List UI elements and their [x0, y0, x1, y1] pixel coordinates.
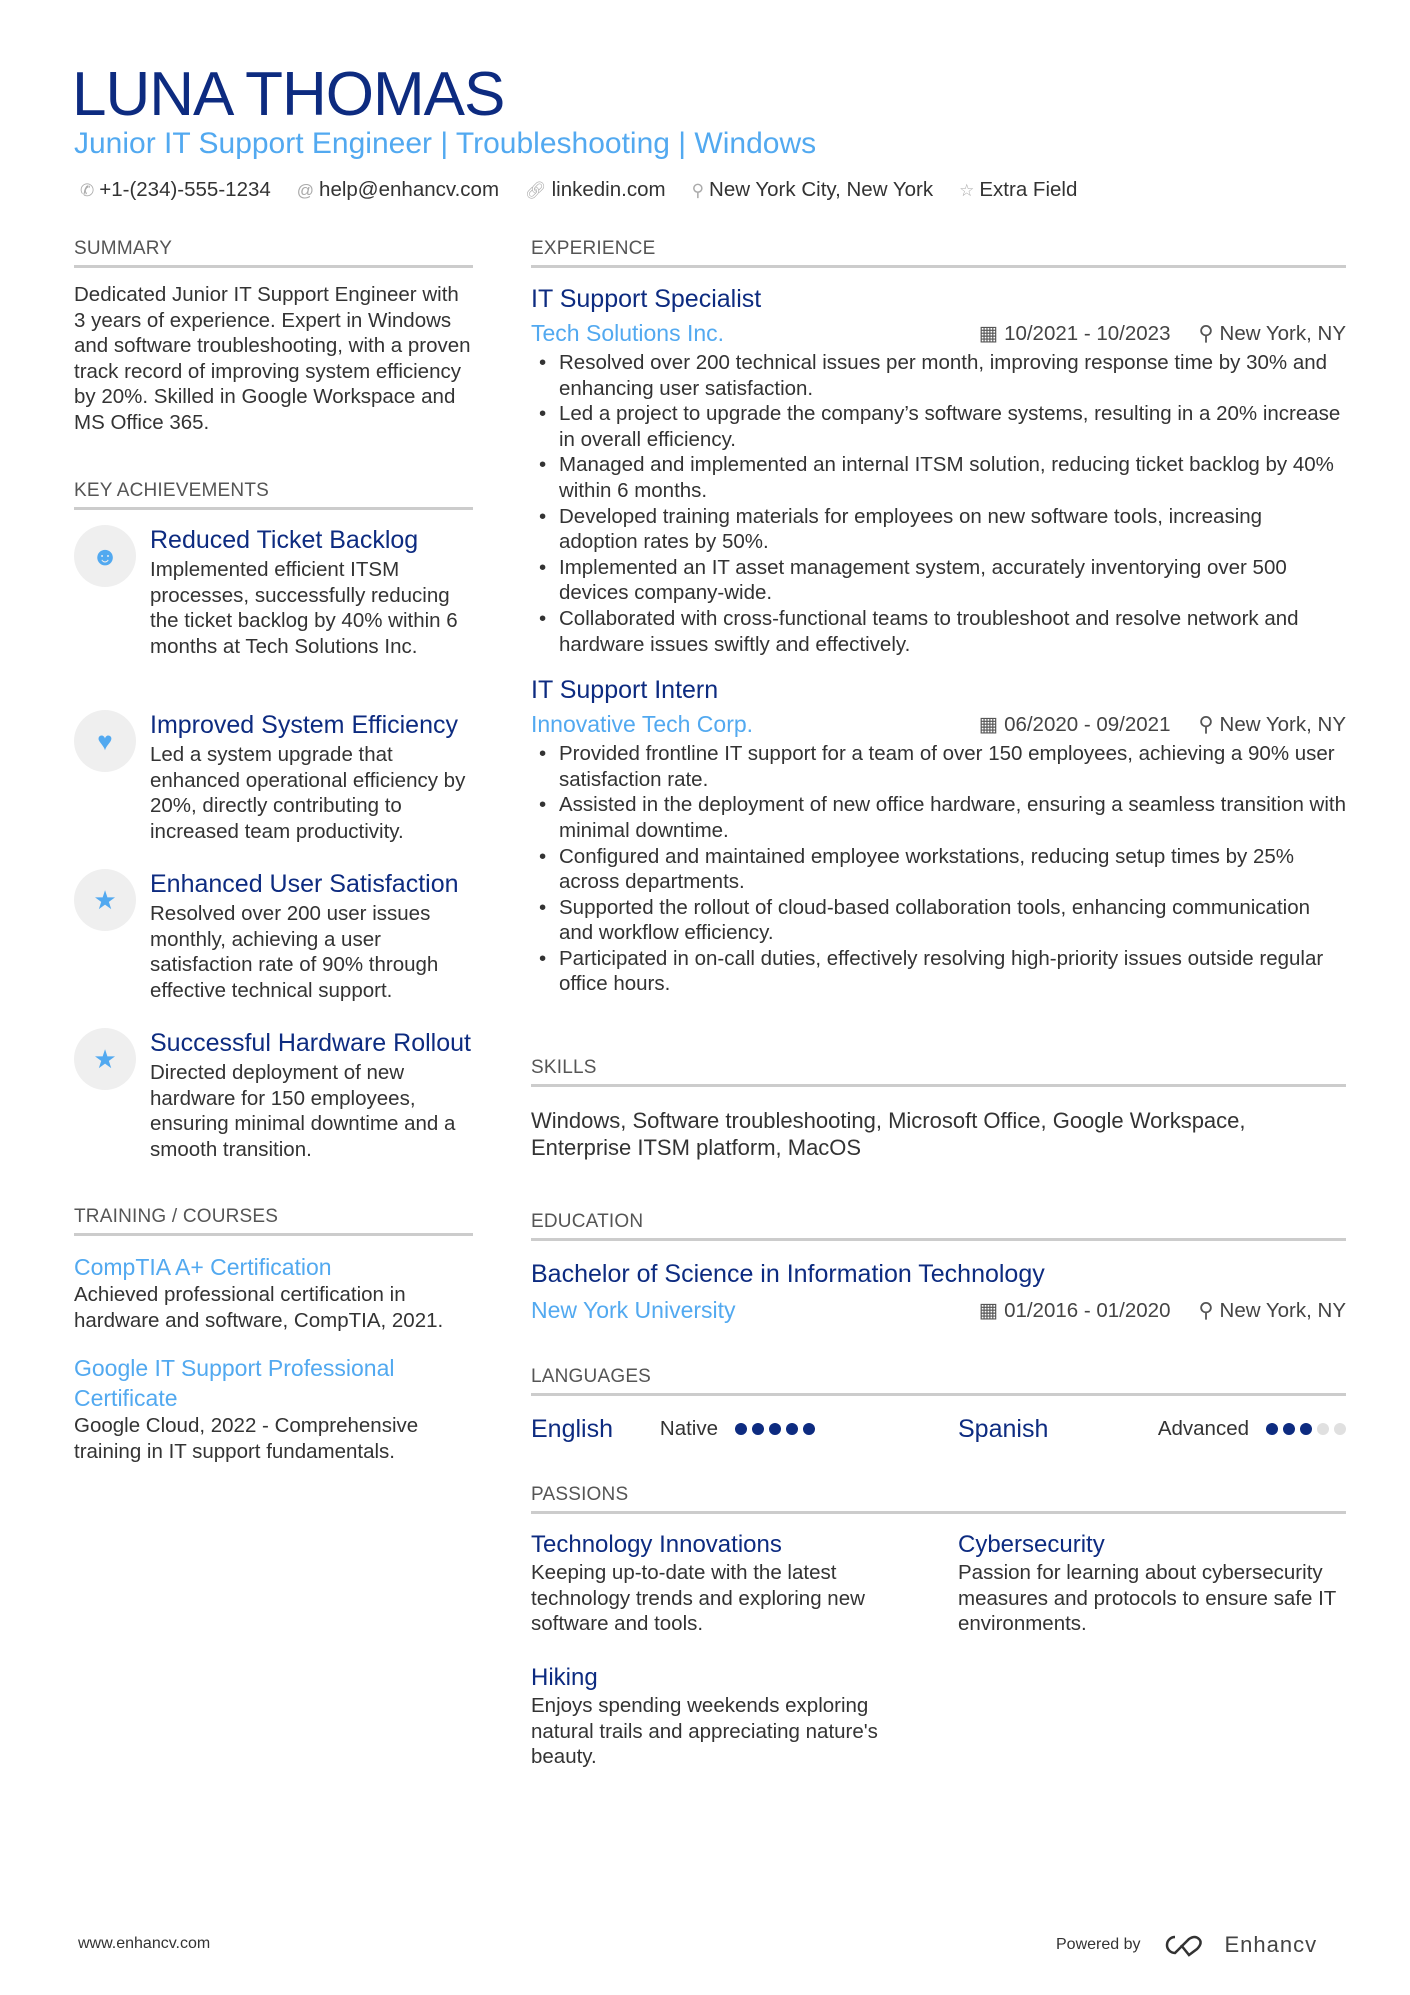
star-icon: ★	[74, 869, 136, 931]
job-bullet: • Provided frontline IT support for a team of over 150 employees, achieving a 90% user satisfaction rate.	[531, 741, 1346, 792]
passion-text: Passion for learning about cybersecurity measures and protocols to ensure safe IT environments.	[958, 1561, 1336, 1636]
calendar-icon: ▦	[978, 322, 999, 345]
section-heading: KEY ACHIEVEMENTS	[74, 480, 473, 510]
section-heading: EXPERIENCE	[531, 238, 1346, 268]
job-bullet: • Supported the rollout of cloud-based collaboration tools, enhancing communication and workflow efficiency.	[531, 895, 1346, 946]
job-bullet: • Managed and implemented an internal ITSM solution, reducing ticket backlog by 40% within 6 months.	[531, 452, 1346, 503]
proficiency-dot	[1266, 1423, 1278, 1435]
languages-section	[531, 1366, 1346, 1446]
company-name: Innovative Tech Corp.	[531, 711, 754, 738]
proficiency-dot	[769, 1423, 781, 1435]
job-bullet: • Assisted in the deployment of new office hardware, ensuring a seamless transition with minimal downtime.	[531, 792, 1346, 843]
achievement-text: Implemented efficient ITSM processes, successfully reducing the ticket backlog by 40% within 6 months at Tech Solutions Inc.	[150, 558, 458, 658]
candidate-title: Junior IT Support Engineer | Troubleshooting | Windows	[74, 127, 817, 160]
course-title: Google IT Support Professional Certificate	[74, 1355, 395, 1412]
proficiency-dot	[1283, 1423, 1295, 1435]
passion-title: Hiking	[531, 1664, 598, 1691]
job-title: IT Support Intern	[531, 676, 719, 705]
proficiency-dot	[1334, 1423, 1346, 1435]
section-heading: SKILLS	[531, 1057, 1346, 1087]
achievement-title: Improved System Efficiency	[150, 711, 458, 739]
course-title: CompTIA A+ Certification	[74, 1254, 332, 1280]
achievement-title: Successful Hardware Rollout	[150, 1029, 471, 1057]
proficiency-dots	[1261, 1416, 1346, 1442]
proficiency-dot	[1317, 1423, 1329, 1435]
education-location: New York, NY	[1219, 1299, 1346, 1322]
degree-title: Bachelor of Science in Information Technology	[531, 1260, 1045, 1288]
enhancv-logo-icon	[1159, 1933, 1207, 1957]
section-heading: EDUCATION	[531, 1211, 1346, 1241]
course-text: Achieved professional certification in hardware and software, CompTIA, 2021.	[74, 1283, 444, 1332]
achievement-title: Reduced Ticket Backlog	[150, 526, 419, 554]
section-heading: SUMMARY	[74, 238, 473, 268]
link-icon: 🔗︎	[525, 181, 547, 200]
section-heading: PASSIONS	[531, 1484, 1346, 1514]
proficiency-dot	[786, 1423, 798, 1435]
calendar-icon: ▦	[978, 1299, 999, 1322]
contact-email[interactable]	[297, 178, 499, 202]
section-heading: LANGUAGES	[531, 1366, 1346, 1396]
enhancv-brand: Enhancv	[1224, 1932, 1318, 1957]
passion-text: Enjoys spending weekends exploring natural trails and appreciating nature's beauty.	[531, 1694, 878, 1769]
star-icon: ☆	[959, 181, 975, 200]
brain-head-icon: ☻	[74, 525, 136, 587]
footer-website[interactable]: www.enhancv.com	[78, 1935, 211, 1952]
experience-section	[531, 238, 1346, 997]
powered-by-label: Powered by	[1056, 1936, 1141, 1953]
job-location: New York, NY	[1219, 322, 1346, 345]
summary-section	[74, 238, 473, 436]
contact-extra-text: Extra Field	[979, 178, 1078, 201]
job-entry	[531, 284, 1346, 657]
passion-title: Cybersecurity	[958, 1531, 1105, 1558]
candidate-name: LUNA THOMAS	[72, 60, 505, 129]
achievements-section	[74, 480, 473, 1180]
passion-item	[531, 1663, 931, 1770]
language-level-row	[660, 1416, 815, 1442]
passion-item	[958, 1530, 1348, 1637]
calendar-icon: ▦	[978, 713, 999, 737]
contact-link-text: linkedin.com	[551, 178, 666, 201]
language-level: Native	[659, 1417, 718, 1440]
training-section	[74, 1206, 473, 1464]
skills-section	[531, 1057, 1346, 1161]
star-icon: ★	[74, 1028, 136, 1090]
job-dates: 06/2020 - 09/2021	[1004, 713, 1171, 737]
job-bullet: • Configured and maintained employee workstations, reducing setup times by 25% across departments.	[531, 844, 1346, 895]
course-text: Google Cloud, 2022 - Comprehensive training in IT support fundamentals.	[74, 1414, 419, 1463]
location-icon: ⚲	[1198, 322, 1214, 345]
job-bullet: • Participated in on-call duties, effectively resolving high-priority issues outside regular office hours.	[531, 946, 1346, 997]
achievement-title: Enhanced User Satisfaction	[150, 870, 459, 898]
job-entry	[531, 675, 1346, 997]
language-level: Advanced	[1157, 1417, 1249, 1440]
achievement-text: Resolved over 200 user issues monthly, achieving a user satisfaction rate of 90% through effective technical support.	[150, 902, 439, 1002]
education-dates: 01/2016 - 01/2020	[1004, 1299, 1171, 1322]
job-title: IT Support Specialist	[531, 285, 762, 313]
achievement-text: Directed deployment of new hardware for 150 employees, ensuring minimal downtime and a smooth transition.	[150, 1061, 456, 1161]
at-icon: @	[296, 181, 315, 200]
language-name: Spanish	[958, 1415, 1049, 1443]
footer-branding	[1056, 1932, 1317, 1958]
contact-phone-text: +1-(234)-555-1234	[99, 178, 271, 201]
contact-email-text: help@enhancv.com	[319, 178, 500, 201]
job-bullet: • Led a project to upgrade the company’s software systems, resulting in a 20% increase in overall efficiency.	[531, 401, 1346, 452]
contact-location	[692, 178, 934, 202]
location-icon: ⚲	[1198, 1299, 1214, 1322]
education-section	[531, 1211, 1346, 1325]
section-heading: TRAINING / COURSES	[74, 1206, 473, 1236]
proficiency-dots	[730, 1416, 815, 1442]
contact-phone[interactable]	[80, 178, 271, 202]
proficiency-dot	[735, 1423, 747, 1435]
contact-bar	[80, 178, 1077, 202]
passions-section	[531, 1484, 1346, 1784]
contact-location-text: New York City, New York	[709, 178, 934, 201]
job-bullet: • Resolved over 200 technical issues per month, improving response time by 30% and enhancing user satisfaction.	[531, 350, 1346, 401]
achievement-text: Led a system upgrade that enhanced operational efficiency by 20%, directly contributing to increased team productivity.	[150, 743, 466, 843]
company-name: Tech Solutions Inc.	[531, 320, 725, 346]
job-bullet: • Collaborated with cross-functional teams to troubleshoot and resolve network and hardware issues swiftly and effectively.	[531, 606, 1346, 657]
language-name: English	[531, 1415, 613, 1443]
contact-link[interactable]	[525, 178, 666, 202]
passion-text: Keeping up-to-date with the latest technology trends and exploring new software and tools.	[531, 1561, 865, 1636]
phone-icon: ✆	[80, 181, 95, 200]
proficiency-dot	[1300, 1423, 1312, 1435]
location-icon: ⚲	[691, 181, 705, 200]
contact-extra	[959, 178, 1077, 202]
job-location: New York, NY	[1219, 713, 1346, 737]
job-dates: 10/2021 - 10/2023	[1004, 322, 1171, 345]
summary-text: Dedicated Junior IT Support Engineer with 3 years of experience. Expert in Windows and software troubleshooting, with a proven track record of improving system efficiency by 20%. Skilled in Google Workspace and MS Office 365.	[74, 283, 471, 434]
language-level-row	[1158, 1416, 1346, 1442]
location-icon: ⚲	[1198, 713, 1214, 737]
job-bullet: • Implemented an IT asset management system, accurately inventorying over 500 devices company-wide.	[531, 555, 1346, 606]
heart-icon: ♥	[74, 710, 136, 772]
passion-item	[531, 1530, 931, 1637]
proficiency-dot	[803, 1423, 815, 1435]
job-bullet: • Developed training materials for employees on new software tools, increasing adoption rates by 50%.	[531, 504, 1346, 555]
passion-title: Technology Innovations	[531, 1531, 782, 1558]
proficiency-dot	[752, 1423, 764, 1435]
school-name: New York University	[531, 1297, 736, 1323]
skills-text: Windows, Software troubleshooting, Microsoft Office, Google Workspace, Enterprise ITSM platform, MacOS	[531, 1108, 1246, 1160]
